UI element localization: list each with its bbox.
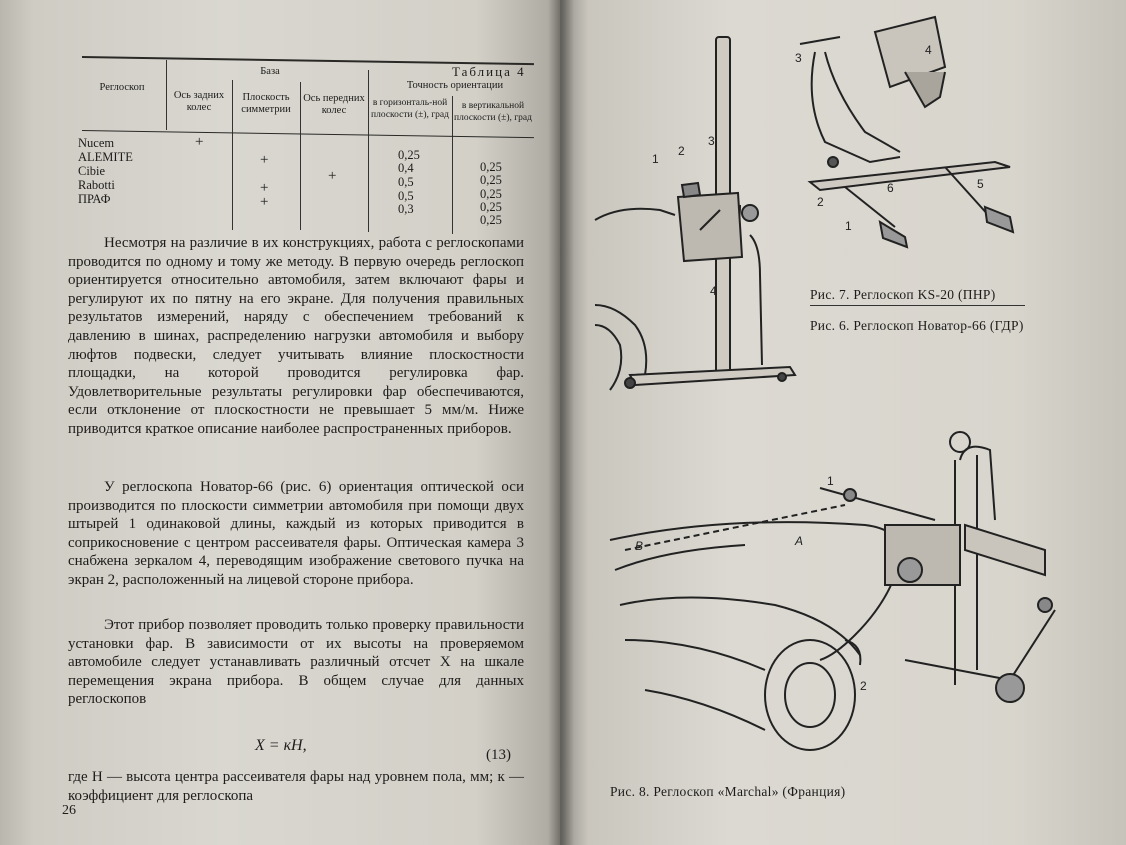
row-name: ПРАФ xyxy=(78,192,111,206)
svg-text:3: 3 xyxy=(795,51,802,65)
row-name: Rabotti xyxy=(78,178,115,192)
formula: X = кH, xyxy=(255,737,307,754)
svg-text:4: 4 xyxy=(710,284,717,298)
table-cell: 0,25 xyxy=(398,148,420,162)
table-cell: 0,25 xyxy=(480,173,502,187)
table-cell: 0,4 xyxy=(398,161,414,175)
svg-text:3: 3 xyxy=(708,134,715,148)
table-cell: 0,25 xyxy=(480,160,502,174)
caption-divider xyxy=(810,305,1025,306)
table-divider xyxy=(300,82,301,230)
svg-text:A: A xyxy=(795,534,804,548)
table-mark: + xyxy=(195,134,204,150)
paragraph-2: У реглоскопа Новатор-66 (рис. 6) ориентация оптической оси производится по плоскости симметрии автомобиля при помощи двух штырей 1 одинаковой длины, каждый из которых приводится в соприкосновение с центром рассеивателя фары. Оптическая камера 3 снабжена зеркалом 4, переводящим изображение светового пучка на экран 2, расположенный на лицевой стороне прибора. xyxy=(68,479,524,588)
table-cell: 0,5 xyxy=(398,189,414,203)
table-cell: 0,25 xyxy=(480,187,502,201)
header-accuracy: Точность ориентации xyxy=(406,80,504,91)
row-name: ALEMITE xyxy=(78,150,133,164)
book-gutter xyxy=(548,0,574,845)
figure-7-ks20-drawing xyxy=(795,12,1030,252)
page-number: 26 xyxy=(62,803,76,818)
figure-8-marchal-drawing xyxy=(605,430,1065,775)
header-baza: База xyxy=(260,66,280,77)
table-cell: 0,3 xyxy=(398,202,414,216)
row-name: Cibie xyxy=(78,164,106,178)
caption-figure-7: Рис. 7. Реглоскоп KS-20 (ПНР) xyxy=(810,287,996,302)
svg-text:1: 1 xyxy=(827,474,834,488)
svg-text:1: 1 xyxy=(652,152,659,166)
table-mark: + xyxy=(260,180,269,196)
header-front-axle: Ось передних колес xyxy=(303,93,365,116)
table-mark: + xyxy=(260,194,269,210)
paragraph-1: Несмотря на различие в их конструкциях, работа с реглоскопами проводится по одному и тому же методу. В первую очередь реглоскоп ориентируется относительно автомобиля, затем включают фары и регулируют их по пятну на его экране. Для получения правильных результатов измерений, наряду с обеспечением требований к давлению в шинах, распределению нагрузки автомобиля и выбору люфтов подвески, следует учитывать влияние плоскостности площадки, на которой проводится регулировка фар. Удовлетворительные результаты регулировки фар обеспечиваются, если отклонение от плоскостности не превышает 5 мм/м. Ниже приводится краткое описание наиболее распространенных приборов. xyxy=(68,235,524,437)
svg-text:2: 2 xyxy=(817,195,824,209)
svg-text:2: 2 xyxy=(860,679,867,693)
table-divider xyxy=(232,80,233,230)
table-header-rule xyxy=(82,130,534,138)
left-page xyxy=(0,0,560,845)
paragraph-4: где H — высота центра рассеивателя фары над уровнем пола, мм; к — коэффициент для реглоскопа xyxy=(68,769,524,804)
table-cell: 0,5 xyxy=(398,175,414,189)
svg-text:5: 5 xyxy=(977,177,984,191)
header-horizontal: в горизонталь-ной плоскости (±), град xyxy=(371,98,449,120)
svg-text:2: 2 xyxy=(678,144,685,158)
table-title: Таблица 4 xyxy=(452,64,526,79)
table-divider xyxy=(452,96,453,234)
header-symmetry: Плоскость симметрии xyxy=(241,92,291,115)
right-page xyxy=(560,0,1126,845)
table-divider xyxy=(368,70,369,232)
caption-figure-6: Рис. 6. Реглоскоп Новатор-66 (ГДР) xyxy=(810,318,1024,333)
caption-figure-8: Рис. 8. Реглоскоп «Marchal» (Франция) xyxy=(610,784,846,799)
row-name: Nucem xyxy=(78,136,115,150)
svg-text:1: 1 xyxy=(845,219,852,233)
svg-text:4: 4 xyxy=(925,43,932,57)
table-cell: 0,25 xyxy=(480,213,502,227)
svg-text:6: 6 xyxy=(887,181,894,195)
header-regloskop: Реглоскоп xyxy=(99,82,145,93)
header-rear-axle: Ось задних колес xyxy=(173,90,225,113)
table-divider xyxy=(166,60,167,130)
svg-text:B: B xyxy=(635,539,644,553)
table-cell: 0,25 xyxy=(480,200,502,214)
table-mark: + xyxy=(328,168,337,184)
formula-number: (13) xyxy=(486,747,511,763)
table-mark: + xyxy=(260,152,269,168)
paragraph-3: Этот прибор позволяет проводить только проверку правильности установки фар. В зависимости от их высоты на проверяемом автомобиле следует устанавливать различный отсчет X на шкале перемещения экрана прибора. В общем случае для данных реглоскопов xyxy=(68,617,524,708)
header-vertical: в вертикальной плоскости (±), град xyxy=(454,101,532,123)
